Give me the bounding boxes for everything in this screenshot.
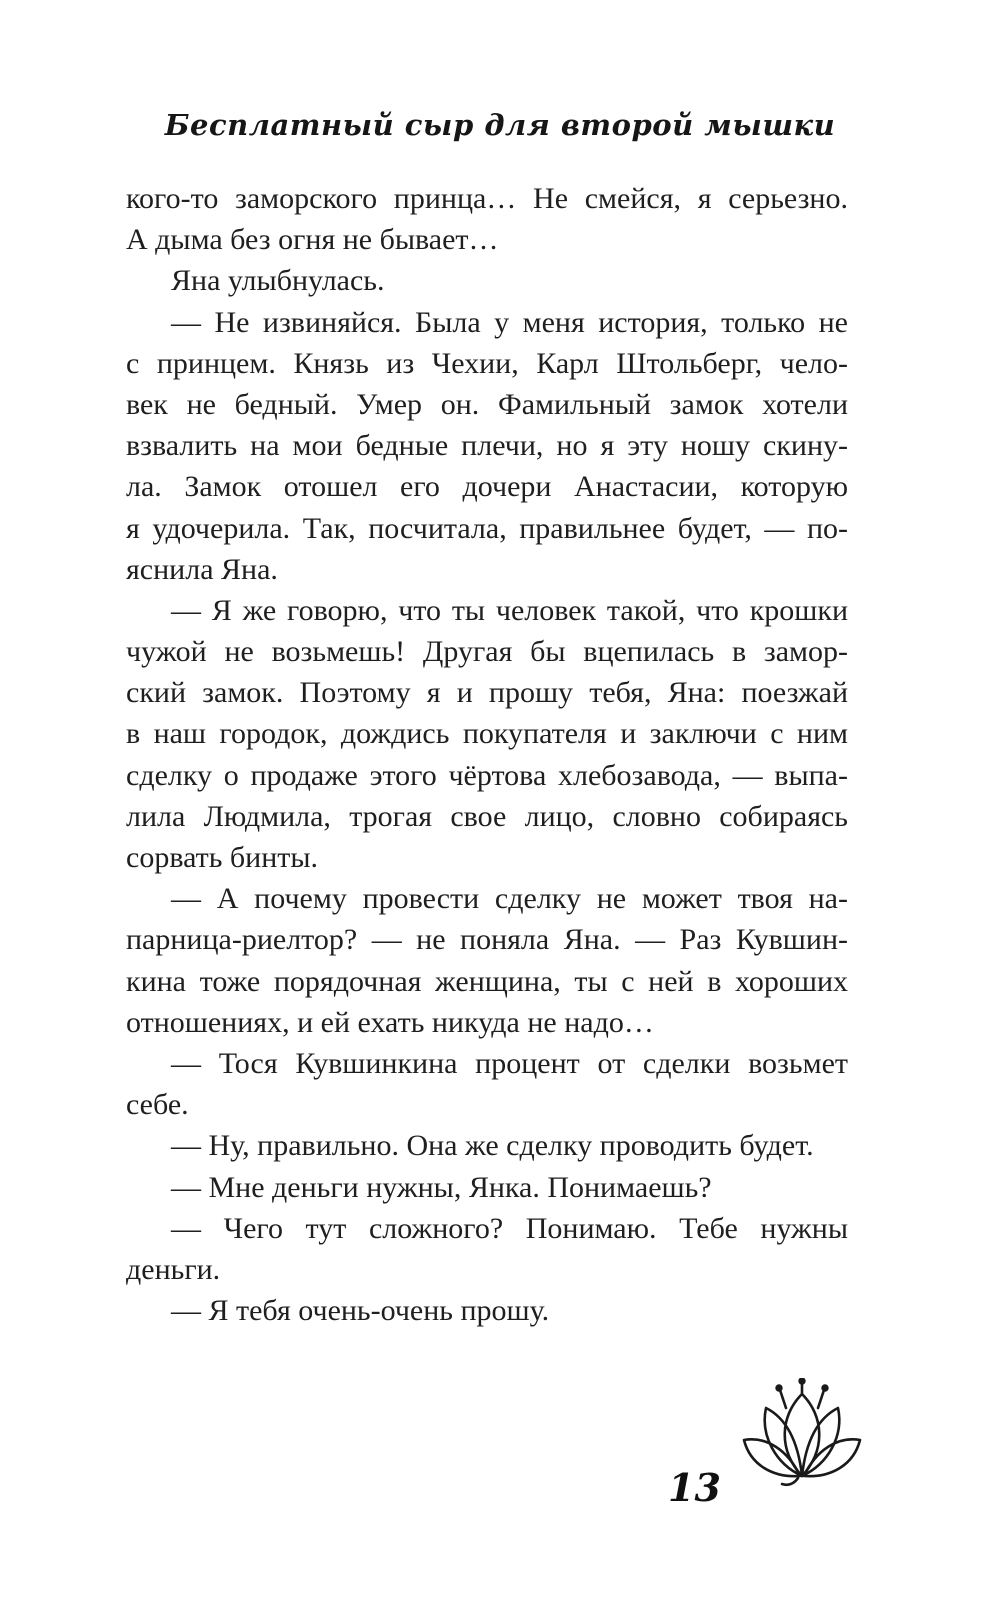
text-line: взвалить на мои бедные плечи, но я эту ношу скину-: [126, 429, 848, 463]
text-line: ский замок. Поэтому я и прошу тебя, Яна: поезжай: [126, 676, 848, 710]
text-line: себе.: [126, 1088, 189, 1122]
page-number: 13: [668, 1465, 721, 1510]
text-line: — Чего тут сложного? Понимаю. Тебе нужны: [171, 1211, 848, 1245]
text-line: деньги.: [126, 1252, 221, 1286]
text-line: век не бедный. Умер он. Фамильный замок хотели: [126, 387, 848, 421]
text-line: — Мне деньги нужны, Янка. Понимаешь?: [171, 1170, 712, 1204]
text-line: А дыма без огня не бывает…: [126, 223, 499, 257]
text-line: — А почему провести сделку не может твоя на-: [171, 882, 848, 916]
text-line: парница-риелтор? — не поняла Яна. — Раз Кувшин-: [126, 923, 848, 957]
text-line: Яна улыбнулась.: [171, 264, 385, 298]
text-line: кина тоже порядочная женщина, ты с ней в хороших: [126, 964, 848, 998]
text-line: лила Людмила, трогая свое лицо, словно собираясь: [126, 799, 848, 833]
text-line: сорвать бинты.: [126, 841, 319, 874]
text-line: — Я тебя очень-очень прошу.: [171, 1294, 550, 1328]
text-line: кого-то заморского принца… Не смейся, я серьезно.: [126, 182, 848, 215]
text-line: ла. Замок отошел его дочери Анастасии, которую: [126, 470, 848, 504]
text-line: — Тося Кувшинкина процент от сделки возьмет: [171, 1046, 848, 1080]
text-line: — Ну, правильно. Она же сделку проводить будет.: [171, 1129, 814, 1163]
text-line: — Не извиняйся. Была у меня история, только не: [171, 305, 848, 339]
lotus-flower-icon: [742, 1378, 862, 1488]
text-line: яснила Яна.: [126, 552, 278, 586]
text-line: отношениях, и ей ехать никуда не надо…: [126, 1005, 654, 1039]
body-text: [126, 178, 848, 1331]
text-line: сделку о продаже этого чёртова хлебозавода, — выпа-: [126, 758, 848, 792]
text-line: в наш городок, дождись покупателя и заключи с ним: [126, 717, 848, 751]
running-header: Бесплатный сыр для второй мышки: [164, 108, 836, 142]
text-line: чужой не возьмешь! Другая бы вцепилась в замор-: [126, 635, 848, 669]
text-line: я удочерила. Так, посчитала, правильнее будет, — по-: [126, 511, 848, 545]
text-line: — Я же говорю, что ты человек такой, что крошки: [171, 593, 848, 627]
text-line: с принцем. Князь из Чехии, Карл Штольберг, чело-: [126, 346, 848, 380]
